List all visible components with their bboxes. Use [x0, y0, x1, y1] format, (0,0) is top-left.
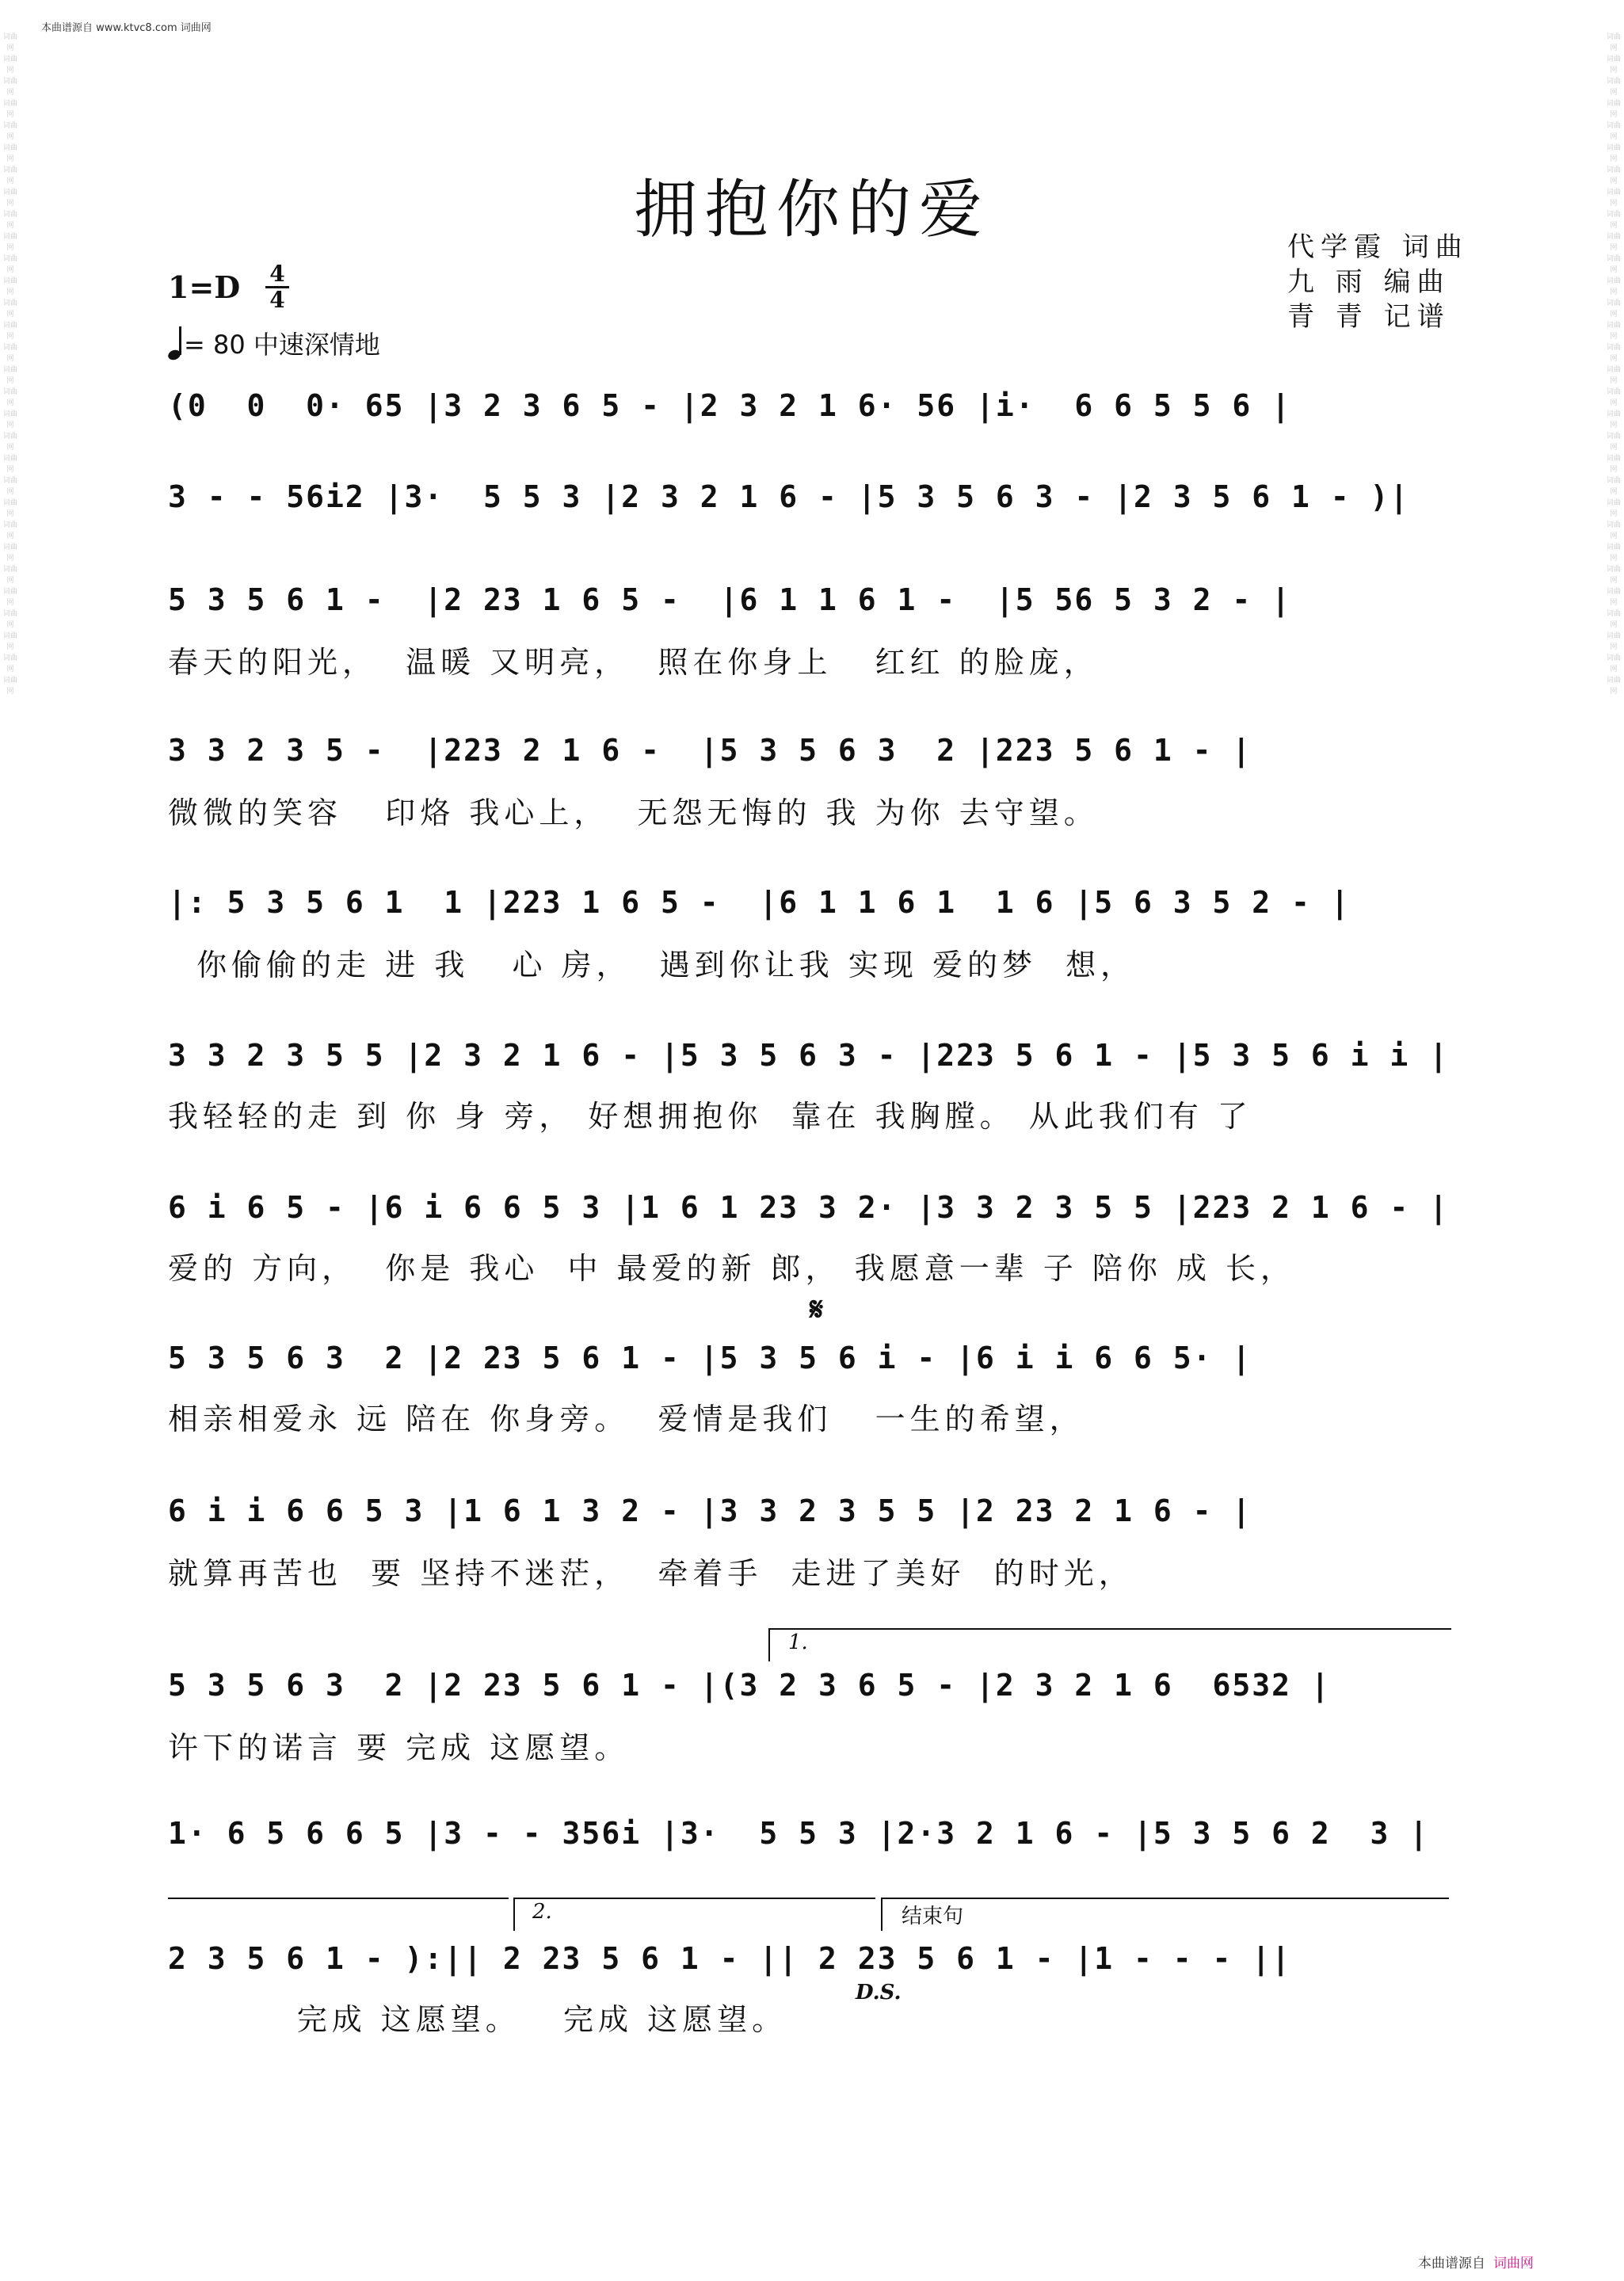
notation-row-7: 6 i 6 5 - |6 i 6 6 5 3 |1 6 1 23 3 2· |3 3 2 3 5 5 |223 2 1 6 - | — [168, 1190, 1450, 1225]
volta-1-label: 1. — [788, 1631, 808, 1654]
notation-row-11: 1· 6 5 6 6 5 |3 - - 356i |3· 5 5 3 |2·3 2 1 6 - |5 3 5 6 2 3 | — [168, 1816, 1430, 1851]
volta-2-label: 2. — [532, 1900, 552, 1924]
lyrics-row-7: 爱的 方向， 你是 我心 中 最爱的新 郎， 我愿意一辈 子 陪你 成 长， — [168, 1251, 1296, 1286]
lyrics-row-3: 春天的阳光， 温暖 又明亮， 照在你身上 红红 的脸庞， — [168, 645, 1099, 680]
segno-icon: 𝄋 — [810, 1291, 824, 1328]
notation-row-6: 3 3 2 3 5 5 |2 3 2 1 6 - |5 3 5 6 3 - |223 5 6 1 - |5 3 5 6 i i | — [168, 1038, 1450, 1073]
notation-row-5: |: 5 3 5 6 1 1 |223 1 6 5 - |6 1 1 6 1 1 6 |5 6 3 5 2 - | — [168, 885, 1351, 920]
notation-row-8: 5 3 5 6 3 2 |2 23 5 6 1 - |5 3 5 6 i - |6 i i 6 6 5· | — [168, 1341, 1252, 1375]
credit-transcription: 青 青 记谱 — [1287, 301, 1451, 333]
lyrics-row-5: 你偷偷的走 进 我 心 房， 遇到你让我 实现 爱的梦 想， — [168, 948, 1136, 982]
ending-bracket — [881, 1898, 1449, 1931]
volta-1-end-line — [168, 1898, 509, 1899]
volta-2-bracket — [513, 1898, 875, 1931]
key-signature: 1=D — [168, 269, 241, 305]
song-title: 拥抱你的爱 — [634, 173, 990, 246]
notation-row-3: 5 3 5 6 1 - |2 23 1 6 5 - |6 1 1 6 1 - |5 56 5 3 2 - | — [168, 582, 1292, 617]
credits — [1287, 230, 1469, 334]
lyrics-row-12: 完成 这愿望。 完成 这愿望。 — [168, 2002, 787, 2037]
left-side-watermark: 词曲网 词曲网 词曲网 词曲网 词曲网 词曲网 词曲网 词曲网 词曲网 词曲网 词曲网 词曲网 词曲网 词曲网 词曲网 词曲网 词曲网 词曲网 词曲网 词曲网 词曲网 词曲网 词曲网 词曲网 词曲网 词曲网 词曲网 词曲网 词曲网 词曲网 — [3, 33, 17, 696]
lyrics-row-9: 就算再苦也 要 坚持不迷茫， 牵着手 走进了美好 的时光， — [168, 1556, 1134, 1591]
time-signature-top: 4 — [269, 261, 285, 287]
time-signature — [265, 263, 289, 311]
ending-label: 结束句 — [902, 1905, 964, 1928]
volta-1-bracket — [768, 1628, 1451, 1661]
notation-row-9: 6 i i 6 6 5 3 |1 6 1 3 2 - |3 3 2 3 5 5 |2 23 2 1 6 - | — [168, 1493, 1252, 1528]
credit-lyrics: 代学霞 词曲 — [1287, 231, 1469, 263]
credit-arrangement: 九 雨 编曲 — [1287, 266, 1451, 298]
quarter-note-icon — [168, 326, 184, 361]
notation-row-4: 3 3 2 3 5 - |223 2 1 6 - |5 3 5 6 3 2 |223 5 6 1 - | — [168, 733, 1252, 768]
time-signature-bottom: 4 — [269, 287, 285, 313]
notation-row-2: 3 - - 56i2 |3· 5 5 3 |2 3 2 1 6 - |5 3 5 6 3 - |2 3 5 6 1 - )| — [168, 479, 1410, 514]
ds-marking: D.S. — [856, 1981, 902, 2004]
lyrics-row-8: 相亲相爱永 远 陪在 你身旁。 爱情是我们 一生的希望， — [168, 1402, 1085, 1436]
lyrics-row-10: 许下的诺言 要 完成 这愿望。 — [168, 1730, 630, 1765]
notation-row-1: (0 0 0· 65 |3 2 3 6 5 - |2 3 2 1 6· 56 |i· 6 6 5 5 6 | — [168, 388, 1292, 423]
bottom-credit-text: 本曲谱源自 — [1418, 2256, 1485, 2271]
bottom-credit — [1418, 2252, 1534, 2271]
notation-row-12: 2 3 5 6 1 - ):|| 2 23 5 6 1 - || 2 23 5 6 1 - |1 - - - || — [168, 1941, 1292, 1976]
right-side-watermark: 词曲网 词曲网 词曲网 词曲网 词曲网 词曲网 词曲网 词曲网 词曲网 词曲网 词曲网 词曲网 词曲网 词曲网 词曲网 词曲网 词曲网 词曲网 词曲网 词曲网 词曲网 词曲网 词曲网 词曲网 词曲网 词曲网 词曲网 词曲网 词曲网 词曲网 — [1607, 33, 1621, 696]
source-watermark: 本曲谱源自 www.ktvc8.com 词曲网 — [41, 22, 212, 34]
lyrics-row-6: 我轻轻的走 到 你 身 旁， 好想拥抱你 靠在 我胸膛。 从此我们有 了 — [168, 1099, 1252, 1134]
tempo-text: = 80 中速深情地 — [184, 330, 380, 360]
notation-row-10: 5 3 5 6 3 2 |2 23 5 6 1 - |(3 2 3 6 5 - |2 3 2 1 6 6532 | — [168, 1668, 1331, 1703]
tempo-marking — [168, 325, 380, 361]
bottom-credit-site: 词曲网 — [1493, 2256, 1534, 2271]
lyrics-row-4: 微微的笑容 印烙 我心上， 无怨无悔的 我 为你 去守望。 — [168, 795, 1099, 830]
